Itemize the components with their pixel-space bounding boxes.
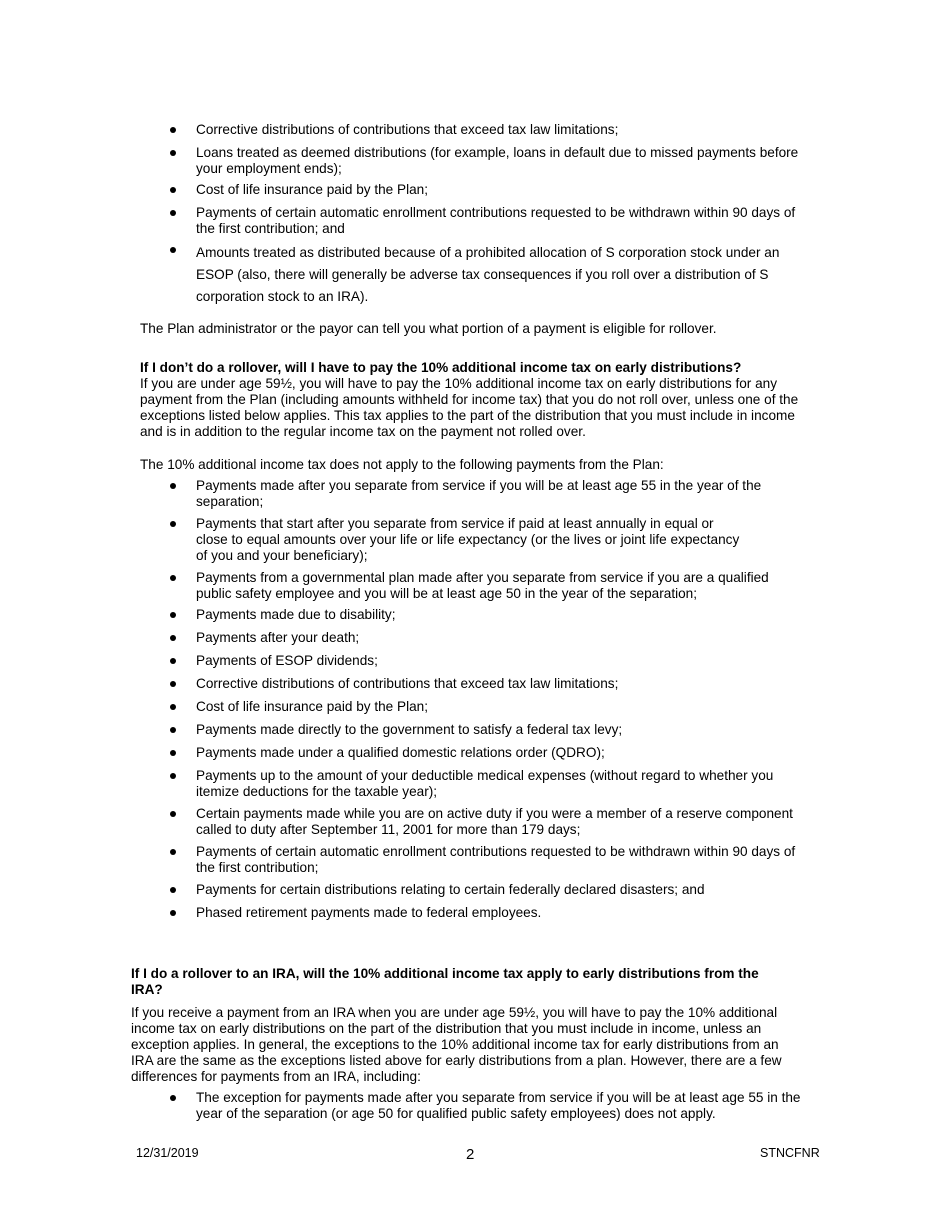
bullet-list-nonrollover-items xyxy=(0,122,950,308)
section-heading-ira-rollover: If I do a rollover to an IRA, will the 10% additional income tax apply to early distributions from the IRA? xyxy=(131,966,759,997)
exceptions-intro: The 10% additional income tax does not apply to the following payments from the Plan: xyxy=(140,457,664,472)
footer-date: 12/31/2019 xyxy=(136,1146,199,1160)
list-item: Payments made under a qualified domestic relations order (QDRO); xyxy=(0,745,950,761)
list-item: The exception for payments made after you separate from service if you will be at least age 55 in the year of the separation (or age 50 for qualified public safety employees) does not apply. xyxy=(0,1090,950,1122)
list-item: Corrective distributions of contributions that exceed tax law limitations; xyxy=(0,676,950,692)
list-item: Loans treated as deemed distributions (for example, loans in default due to missed payments before your employment ends); xyxy=(0,145,950,177)
list-item: Payments made after you separate from service if you will be at least age 55 in the year of the separation; xyxy=(0,478,950,510)
list-item: Payments that start after you separate from service if paid at least annually in equal or close to equal amounts over your life or life expectancy (or the lives or joint life expectancy of you and your beneficiary); xyxy=(0,516,950,564)
list-item: Payments made directly to the government to satisfy a federal tax levy; xyxy=(0,722,950,738)
list-item: Payments of certain automatic enrollment contributions requested to be withdrawn within 90 days of the first contribution; and xyxy=(0,205,950,237)
list-item: Payments of certain automatic enrollment contributions requested to be withdrawn within 90 days of the first contribution; xyxy=(0,844,950,876)
list-item: Certain payments made while you are on active duty if you were a member of a reserve component called to duty after September 11, 2001 for more than 179 days; xyxy=(0,806,950,838)
list-item: Cost of life insurance paid by the Plan; xyxy=(0,699,950,715)
footer-code: STNCFNR xyxy=(760,1146,820,1160)
list-item: Payments made due to disability; xyxy=(0,607,950,623)
section-body-no-rollover: If you are under age 59½, you will have to pay the 10% additional income tax on early distributions for any payment from the Plan (including amounts withheld for income tax) that you do not roll over, unless one of the exceptions listed below applies. This tax applies to the part of the distribution that you must include in income and is in addition to the regular income tax on the payment not rolled over. xyxy=(140,376,799,439)
list-item: Payments of ESOP dividends; xyxy=(0,653,950,669)
bullet-list-exceptions xyxy=(0,478,950,921)
page-number: 2 xyxy=(466,1146,475,1163)
bullet-list-ira-differences xyxy=(0,1090,950,1122)
list-item: Amounts treated as distributed because of a prohibited allocation of S corporation stock under an ESOP (also, there will generally be adverse tax consequences if you roll over a distribution of S corporation stock to an IRA). xyxy=(0,242,950,308)
list-item: Corrective distributions of contributions that exceed tax law limitations; xyxy=(0,122,950,138)
list-item: Payments up to the amount of your deductible medical expenses (without regard to whether you itemize deductions for the taxable year); xyxy=(0,768,950,800)
list-item: Phased retirement payments made to federal employees. xyxy=(0,905,950,921)
section-heading-no-rollover: If I don’t do a rollover, will I have to pay the 10% additional income tax on early distributions? xyxy=(140,360,742,375)
admin-note: The Plan administrator or the payor can tell you what portion of a payment is eligible for rollover. xyxy=(140,321,717,336)
list-item: Payments after your death; xyxy=(0,630,950,646)
list-item: Payments from a governmental plan made after you separate from service if you are a qualified public safety employee and you will be at least age 50 in the year of the separation; xyxy=(0,570,950,602)
list-item: Cost of life insurance paid by the Plan; xyxy=(0,182,950,198)
list-item: Payments for certain distributions relating to certain federally declared disasters; and xyxy=(0,882,950,898)
section-body-ira-rollover: If you receive a payment from an IRA when you are under age 59½, you will have to pay the 10% additional income tax on early distributions on the part of the distribution that you must include in income, unless an exception applies. In general, the exceptions to the 10% additional income tax for early distributions from an IRA are the same as the exceptions listed above for early distributions from a plan. However, there are a few differences for payments from an IRA, including: xyxy=(131,1005,782,1084)
